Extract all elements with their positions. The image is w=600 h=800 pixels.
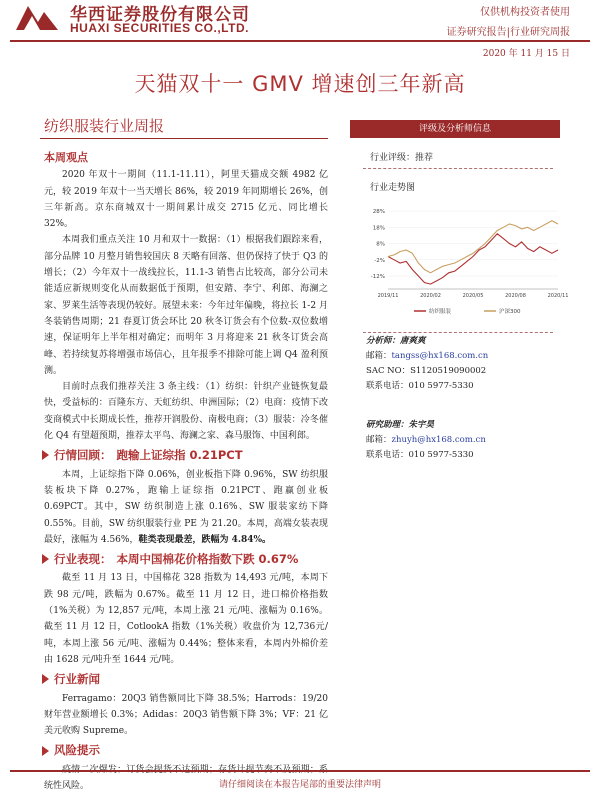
company-logo — [14, 2, 60, 32]
chart-series-line — [388, 234, 558, 284]
chart-x-tick: 2020/02 — [420, 293, 441, 299]
report-date: 2020 年 11 月 15 日 — [482, 49, 570, 59]
chart-x-tick: 2020/05 — [462, 293, 484, 299]
sidebar-divider — [363, 168, 553, 169]
market-review-value: 跑输上证综指 0.21PCT — [116, 448, 243, 463]
chart-series-line — [388, 221, 558, 273]
analyst1-phone: 联系电话：010 5977-5330 — [366, 381, 474, 391]
news-heading — [42, 671, 328, 687]
market-review-label: 行情回顾： — [54, 448, 112, 463]
triangle-bullet-icon — [42, 450, 49, 460]
chart-x-tick: 2019/11 — [377, 293, 399, 299]
chart-x-tick: 2020/11 — [547, 293, 569, 299]
industry-rating — [370, 150, 433, 163]
market-text-bold: 鞋类表现最差，跌幅为 4.84%。 — [138, 534, 272, 545]
market-review-heading — [42, 447, 328, 463]
risk-heading — [42, 742, 328, 758]
chart-x-tick: 2020/08 — [505, 293, 526, 299]
triangle-bullet-icon — [42, 746, 49, 756]
rating-label: 行业评级： — [370, 153, 416, 163]
paragraph-cotton: 截至 11 月 13 日，中国棉花 328 指数为 14,493 元/吨，本周下跌 98 元/吨，跌幅为 0.67%。截至 11 月 12 日，进口棉价格指数（1%关税）为 12,857 元/吨，本周上涨 21 元/吨、涨幅为 0.16%。截至 11 月 12 日，CotlookA 指数（1%关税）收盘价为 12,736元/吨，本周上涨 56 元/吨、涨幅为 0.44%；整体来看，本周内外棉价差由 1628 元/吨升至 1644 元/吨。 — [44, 573, 328, 665]
triangle-bullet-icon — [42, 674, 49, 684]
chart-y-tick: 18% — [372, 225, 385, 232]
chart-legend-label: 沪深300 — [499, 309, 521, 315]
report-subtitle: 纺织服装行业周报 — [44, 117, 165, 135]
weekly-view-heading: 本周观点 — [44, 151, 88, 164]
header-divider — [10, 40, 590, 42]
analyst-1 — [366, 334, 488, 394]
analyst1-email-link[interactable]: tangss@hx168.com.cn — [391, 351, 489, 361]
industry-label: 行业表现： — [54, 552, 112, 567]
chart-y-tick: -2% — [374, 257, 385, 264]
analyst1-title: 分析师： — [366, 336, 401, 346]
industry-heading — [42, 551, 328, 567]
legal-notice: 请仔细阅读在本报告尾部的重要法律声明 — [218, 780, 381, 790]
trend-label: 行业走势图 — [370, 183, 416, 193]
footer-divider — [10, 770, 590, 772]
company-name-cn: 华西证券股份有限公司 — [70, 5, 250, 25]
rating-value: 推荐 — [415, 153, 434, 163]
triangle-bullet-icon — [42, 554, 49, 564]
report-type: 证券研究报告|行业研究周报 — [446, 27, 570, 38]
paragraph-risk: 统性风险。 — [44, 780, 90, 791]
market-text: 本周，上证综指下降 0.06%，创业板指下降 0.96%，SW 纺织服装板块下降 0.27%，跑输上证综指 0.21PCT、跑赢创业板 0.69PCT。其中，SW 纺织制造上涨 0.16%、SW 服装家纺下降 0.55%。目前，SW 纺织服装行业 PE 为 21.20。本周，高端女装表现最好，涨幅为 4.56%， — [44, 469, 328, 545]
analyst1-email-label: 邮箱： — [366, 351, 392, 361]
industry-value: 本周中国棉花价格指数下跌 0.67% — [116, 552, 299, 567]
usage-note: 仅供机构投资者使用 — [480, 7, 570, 18]
chart-y-tick: -12% — [370, 274, 385, 280]
paragraph-recommend: 目前时点我们推荐关注 3 条主线：（1）纺织：针织产业链恢复最快，受益标的：百隆东方、天虹纺织、申洲国际；（2）电商：疫情下改变商模式中长期成长性，推荐开润股份、南极电商；（3）服装：冷冬催化 Q4 有望超预期，推荐太平鸟、海澜之家、森马服饰、中国利郎。 — [44, 382, 328, 442]
risk-label: 风险提示 — [54, 743, 100, 758]
report-title: 天猫双十一 GMV 增速创三年新高 — [134, 72, 466, 96]
sidebar-divider — [363, 332, 553, 333]
industry-trend-chart — [364, 203, 569, 323]
main-column — [44, 150, 328, 794]
analyst1-sac: SAC NO：S1120519090002 — [366, 366, 487, 376]
analyst2-email-label: 邮箱： — [366, 435, 392, 445]
chart-y-tick: 28% — [372, 209, 385, 215]
subtitle-divider — [40, 138, 328, 139]
analyst2-phone: 联系电话：010 5977-5330 — [366, 450, 474, 460]
paragraph-news: Ferragamo：20Q3 销售额同比下降 38.5%；Harrods：19/20 财年营业额增长 0.3%；Adidas：20Q3 销售额下降 3%；VF：21 亿美元收购 Supreme。 — [44, 693, 328, 737]
paragraph-focus: 本周我们重点关注 10 月和双十一数据：（1）根据我们跟踪来看，部分品牌 10 月整月销售较国庆 8 天略有回落、但仍保持了快于 Q3 的增长；（2）今年双十一战线拉长，11.1-3 销售占比较高，部分公司未能适应新规则变化从而数据低于预期，但安踏、李宁、利郎、海澜之家、罗莱生活等表现仍较好。展望未来：今年过年偏晚，将拉长 1-2 月冬装销售周期；21 春夏订货会环比 20 秋冬订货会有个位数-双位数增速，保证明年上半年相对确定；而明年 3 月将迎来 21 秋冬订货会高峰、若持续复苏将增强市场信心，且年报季不排除可能上调 Q4 盈利预测。 — [44, 235, 328, 376]
analyst2-name: 朱宇昊 — [408, 420, 435, 430]
analyst-2 — [366, 418, 486, 463]
analyst1-name: 唐爽爽 — [400, 336, 426, 346]
analyst2-email-link[interactable]: zhuyh@hx168.com.cn — [391, 435, 486, 445]
company-name-en: HUAXI SECURITIES CO.,LTD. — [70, 21, 249, 35]
paragraph-market — [44, 467, 328, 548]
paragraph-gmv: 2020 年双十一期间（11.1-11.11），阿里天猫成交额 4982 亿元，较 2019 年双十一当天增长 86%，较 2019 年同期增长 26%，创三年新高。京东商城双十一期间累计成交 2715 亿元、同比增长 32%。 — [44, 170, 328, 230]
news-label: 行业新闻 — [54, 672, 100, 687]
chart-y-tick: 8% — [376, 241, 385, 248]
sidebar-header: 评级及分析师信息 — [350, 120, 560, 138]
analyst2-title: 研究助理： — [366, 420, 409, 430]
chart-legend-label: 纺织服装 — [429, 309, 452, 315]
